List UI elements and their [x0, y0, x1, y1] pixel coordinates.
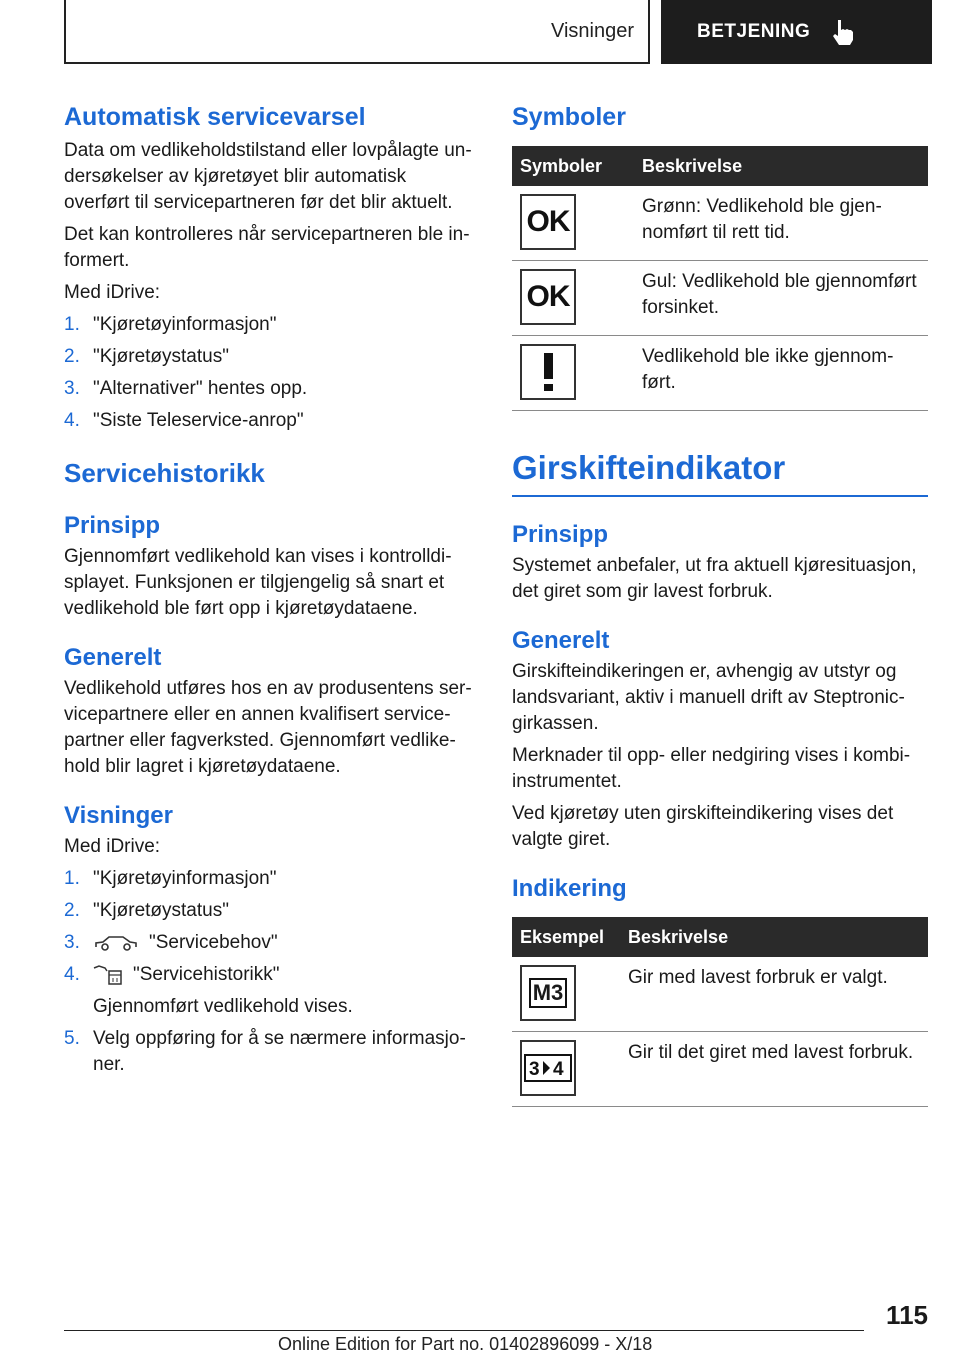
step-number: 4.	[64, 410, 80, 431]
heading-service-history: Servicehistorikk	[64, 458, 265, 488]
upshift-arrow-icon	[524, 1054, 572, 1082]
symbol-cell	[512, 1032, 620, 1107]
symbol-text: M3	[529, 978, 568, 1008]
indication-table	[512, 917, 928, 1107]
car-service-icon	[93, 934, 139, 952]
paragraph: Systemet anbefaler, ut fra aktuell kjøresituasjon, det giret som gir lavest forbruk.	[512, 555, 917, 602]
list-item	[64, 408, 476, 434]
description-cell: Vedlikehold ble ikke gjennomført.	[634, 336, 928, 411]
description-cell: Gul: Vedlikehold ble gjennomført forsinket.	[634, 261, 928, 336]
edition-text: Online Edition for Part no. 01402896099 - X/18	[278, 1334, 653, 1354]
step-number: 2.	[64, 346, 80, 367]
step-text-wrap	[93, 962, 476, 988]
list-item	[64, 898, 476, 924]
exclamation-icon	[520, 344, 576, 400]
list-item	[64, 962, 476, 988]
step-text: "Kjøretøystatus"	[93, 346, 229, 367]
description-cell: Grønn: Vedlikehold ble gjennomført til rett tid.	[634, 186, 928, 261]
heading-automatic-service: Automatisk servicevarsel	[64, 103, 366, 131]
subheading-indication: Indikering	[512, 875, 627, 902]
header-section	[64, 0, 650, 64]
paragraph: Girskifteindikeringen er, avhengig av utstyr og landsvariant, aktiv i manuell drift av Steptronic-girkassen.	[512, 661, 905, 734]
list-item	[64, 344, 476, 370]
svg-text:3: 3	[529, 1059, 540, 1080]
subheading-views: Visninger	[64, 802, 173, 829]
step-number: 3.	[64, 378, 80, 399]
page-number: 115	[886, 1300, 928, 1330]
symbol-text: OK	[526, 205, 570, 238]
step-text-wrap	[93, 930, 476, 956]
step-text: "Kjøretøystatus"	[93, 900, 229, 921]
heading-symbols: Symboler	[512, 103, 626, 131]
table-row	[512, 957, 928, 1032]
table-row	[512, 336, 928, 411]
svg-text:4: 4	[553, 1059, 564, 1080]
symbol-cell	[512, 957, 620, 1032]
paragraph: Data om vedlikeholdstilstand eller lovpålagte undersøkelser av kjøretøyet blir automatisk overført til servicepartneren før det blir aktuelt.	[64, 140, 472, 213]
table-header: Beskrivelse	[634, 146, 928, 186]
exclamation-mark	[544, 353, 553, 391]
step-text: "Kjøretøyinformasjon"	[93, 868, 277, 889]
table-header: Beskrivelse	[620, 917, 928, 957]
step-number: 3.	[64, 932, 80, 953]
list-item	[64, 1026, 476, 1078]
description-cell: Gir til det giret med lavest forbruk.	[620, 1032, 928, 1107]
gear-upshift-icon	[520, 1040, 576, 1096]
steps-list-2	[64, 866, 476, 1078]
step-text: Velg oppføring for å se nærmere informasjoner.	[93, 1028, 466, 1075]
steps-list-1	[64, 312, 476, 434]
table-header: Eksempel	[512, 917, 620, 957]
paragraph: Det kan kontrolleres når servicepartneren ble informert.	[64, 224, 470, 271]
list-item	[64, 312, 476, 338]
subheading-principle: Prinsipp	[512, 521, 609, 548]
subheading-general: Generelt	[512, 627, 610, 654]
description-cell: Gir med lavest forbruk er valgt.	[620, 957, 928, 1032]
step-number: 4.	[64, 964, 80, 985]
gear-m3-icon	[520, 965, 576, 1021]
ok-icon	[520, 269, 576, 325]
list-item	[64, 930, 476, 956]
step-text: "Alternativer" hentes opp.	[93, 378, 308, 399]
header-section-label: Visninger	[550, 19, 634, 42]
header-chapter-label: BETJENING	[697, 21, 811, 42]
subheading-principle: Prinsipp	[64, 512, 161, 539]
paragraph: Gjennomført vedlikehold kan vises i kontrolldisplayet. Funksjonen er tilgjengelig så snart et vedlikehold ble ført opp i kjøretøydataene.	[64, 546, 452, 619]
paragraph: Ved kjøretøy uten girskifteindikering vises det valgte giret.	[512, 803, 894, 850]
paragraph: Med iDrive:	[64, 836, 161, 857]
symbol-cell	[512, 186, 634, 261]
page-header	[64, 0, 932, 64]
header-chapter	[661, 0, 932, 64]
list-item	[64, 994, 476, 1020]
ok-icon	[520, 194, 576, 250]
step-number	[64, 994, 93, 1020]
symbols-table	[512, 146, 928, 411]
step-text: "Servicebehov"	[149, 932, 278, 953]
symbol-cell	[512, 336, 634, 411]
table-row	[512, 1032, 928, 1107]
step-number: 1.	[64, 314, 80, 335]
step-number: 1.	[64, 868, 80, 889]
list-item	[64, 866, 476, 892]
table-row	[512, 186, 928, 261]
paragraph: Med iDrive:	[64, 282, 161, 303]
step-text: "Kjøretøyinformasjon"	[93, 314, 277, 335]
footer-divider	[64, 1330, 864, 1331]
table-row	[512, 261, 928, 336]
paragraph: Merknader til opp- eller nedgiring vises i kombiinstrumentet.	[512, 745, 911, 792]
subheading-general: Generelt	[64, 644, 162, 671]
pointing-hand-icon	[830, 18, 856, 46]
paragraph: Vedlikehold utføres hos en av produsentens servicepartnere eller en annen kvalifisert servicepartner eller fagverksted. Gjennomført vedlikehold blir lagret i kjøretøydataene.	[64, 678, 472, 777]
left-column	[64, 100, 476, 1084]
step-text: "Servicehistorikk"	[133, 964, 280, 985]
step-text: Gjennomført vedlikehold vises.	[93, 996, 353, 1017]
heading-gear-indicator: Girskifteindikator	[512, 447, 928, 497]
service-history-icon	[93, 964, 123, 986]
table-header: Symboler	[512, 146, 634, 186]
step-text: "Siste Teleservice-anrop"	[93, 410, 304, 431]
step-number: 5.	[64, 1028, 80, 1049]
right-column	[512, 100, 928, 1107]
step-number: 2.	[64, 900, 80, 921]
symbol-text: OK	[526, 280, 570, 313]
list-item	[64, 376, 476, 402]
symbol-cell	[512, 261, 634, 336]
